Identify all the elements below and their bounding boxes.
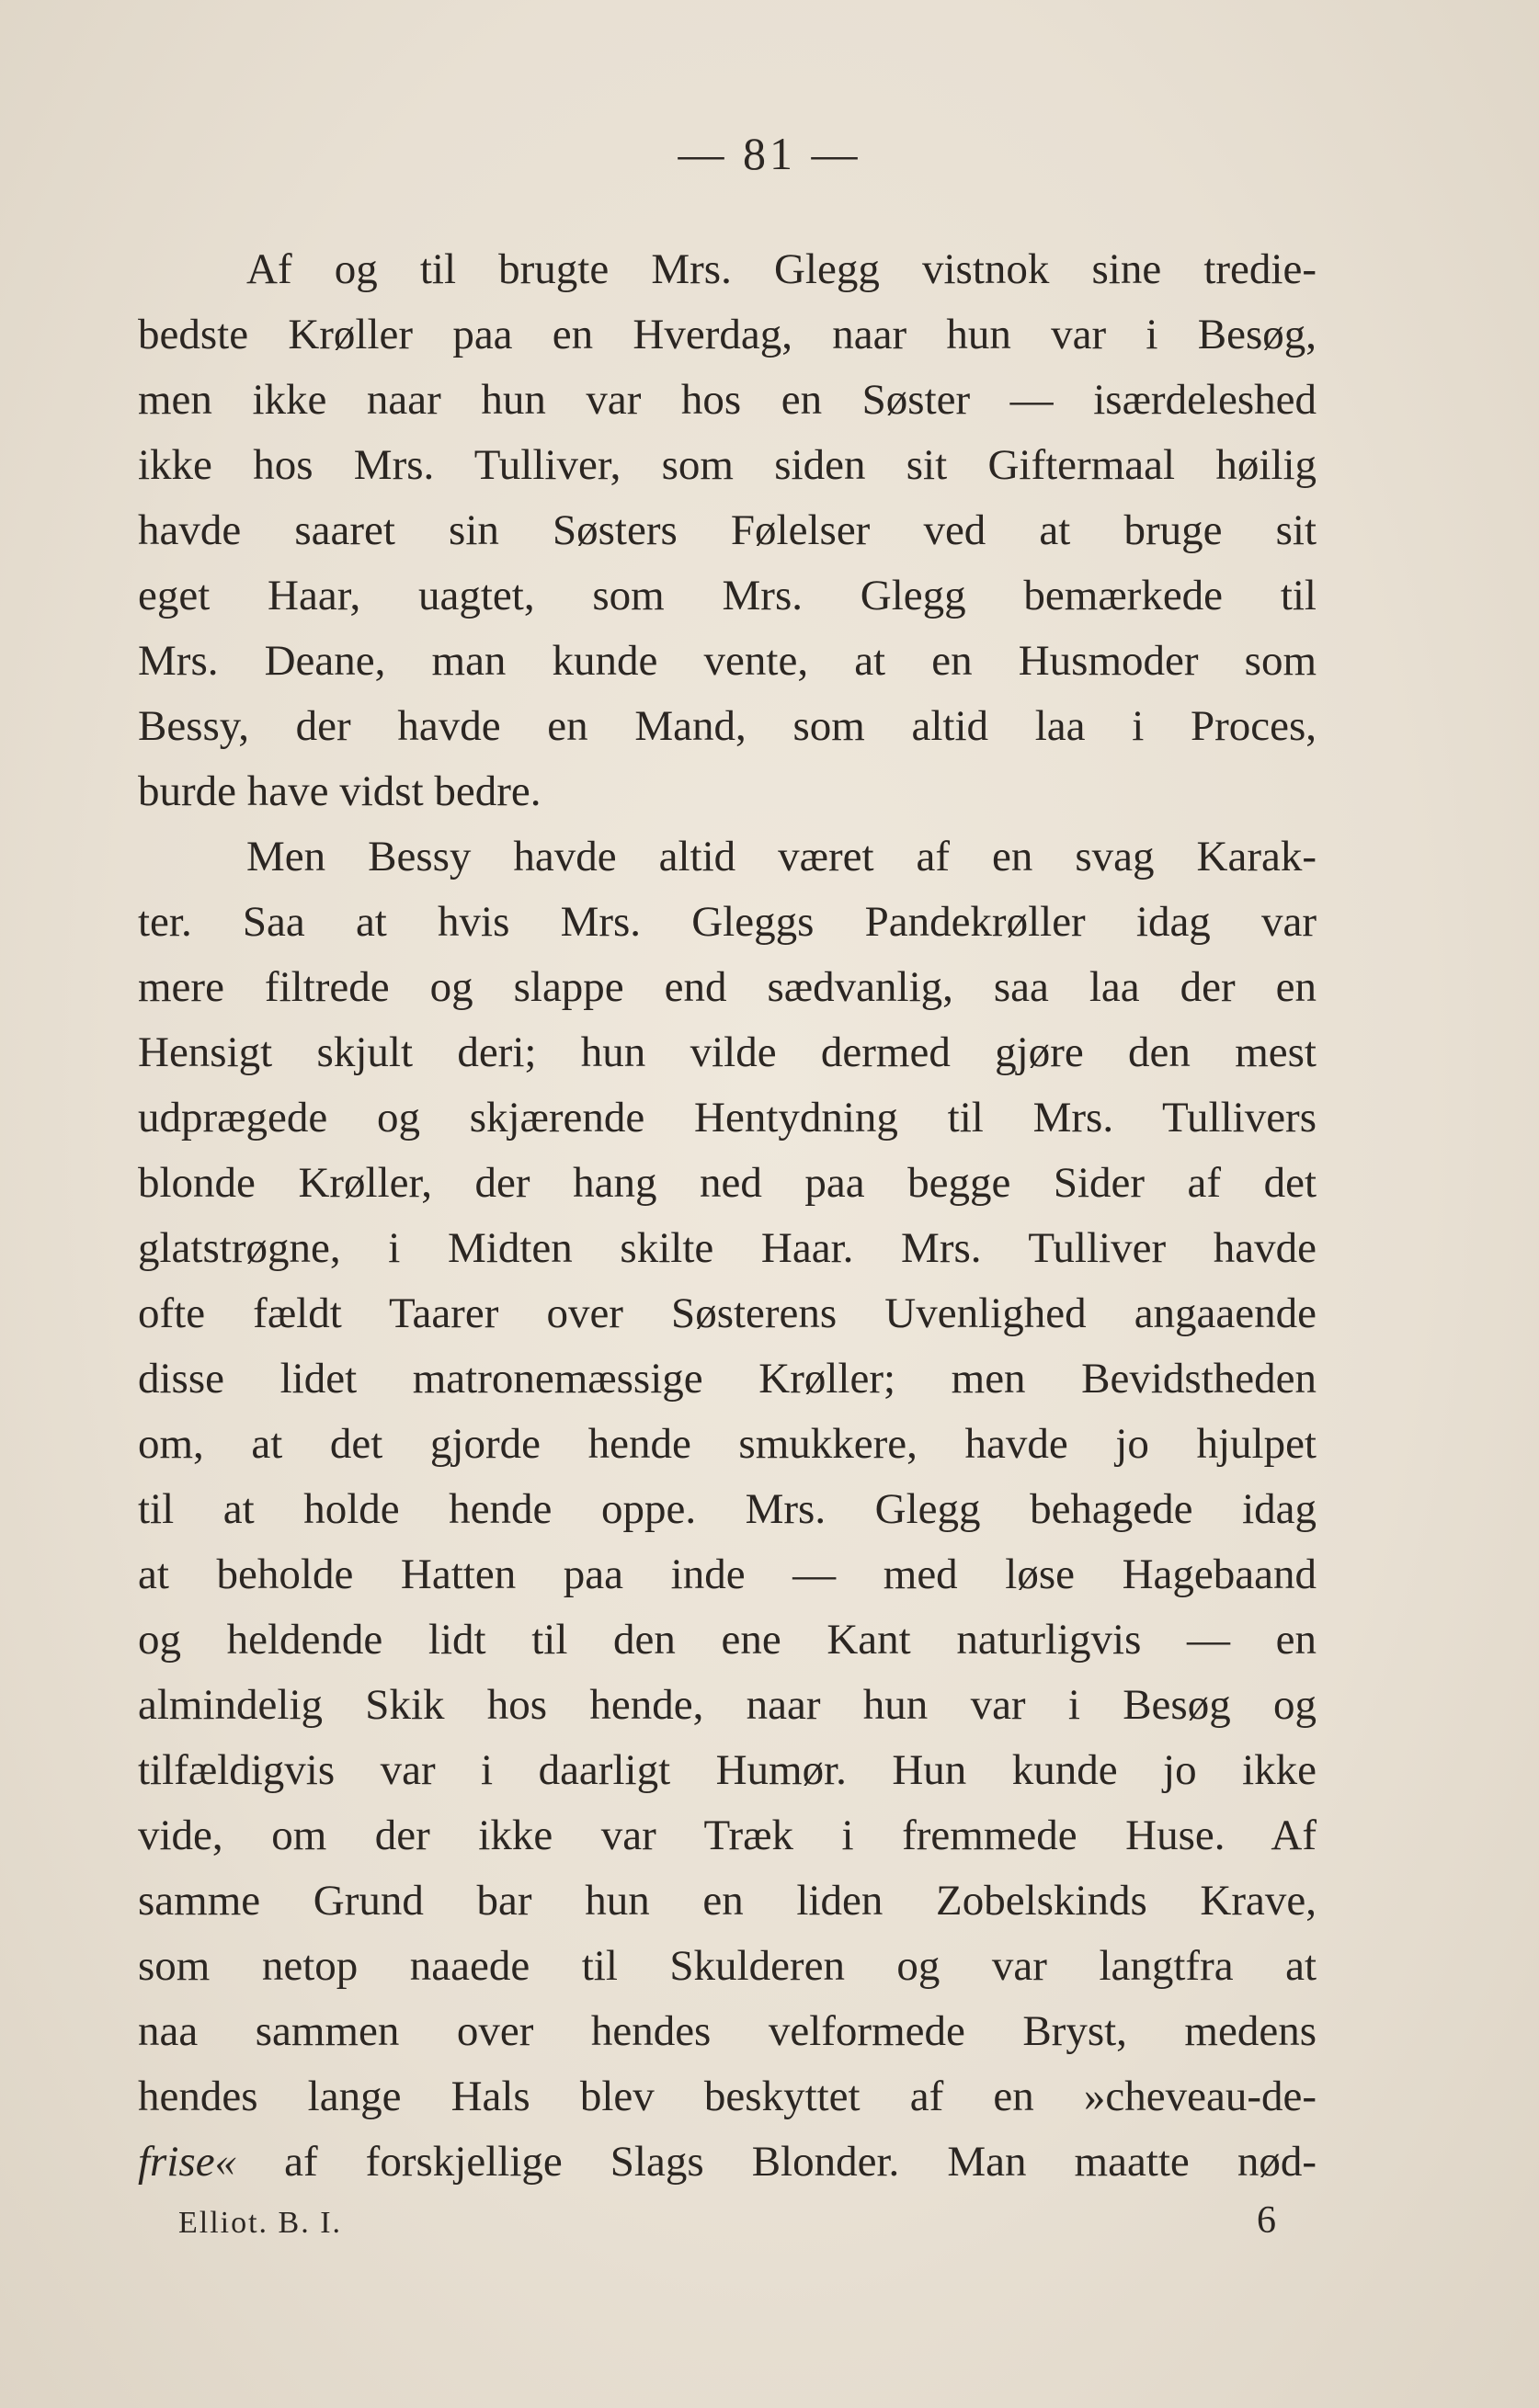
text-line: ter. Saa at hvis Mrs. Gleggs Pandekrøller idag var bbox=[138, 898, 1317, 946]
text-line: Mrs. Deane, man kunde vente, at en Husmoder som bbox=[138, 637, 1317, 685]
text-line: Af og til brugte Mrs. Glegg vistnok sine tredie- bbox=[246, 245, 1317, 293]
text-line: men ikke naar hun var hos en Søster — isærdeleshed bbox=[138, 376, 1317, 424]
text-line: tilfældigvis var i daarligt Humør. Hun kunde jo ikke bbox=[138, 1746, 1317, 1794]
text-line: bedste Krøller paa en Hverdag, naar hun var i Besøg, bbox=[138, 311, 1317, 358]
text-line: som netop naaede til Skulderen og var langtfra at bbox=[138, 1942, 1317, 1990]
text-line: mere filtrede og slappe end sædvanlig, saa laa der en bbox=[138, 963, 1317, 1011]
line-rest: af forskjellige Slags Blonder. Man maatte nød- bbox=[236, 2138, 1317, 2186]
text-line: samme Grund bar hun en liden Zobelskinds Krave, bbox=[138, 1877, 1317, 1925]
text-line: om, at det gjorde hende smukkere, havde jo hjulpet bbox=[138, 1420, 1317, 1468]
text-line: ikke hos Mrs. Tulliver, som siden sit Giftermaal høilig bbox=[138, 441, 1317, 489]
text-line: vide, om der ikke var Træk i fremmede Huse. Af bbox=[138, 1812, 1317, 1859]
page-footer bbox=[138, 2199, 1317, 2261]
text-line: blonde Krøller, der hang ned paa begge Sider af det bbox=[138, 1159, 1317, 1207]
italic-word: frise« bbox=[138, 2138, 237, 2186]
text-line: udprægede og skjærende Hentydning til Mrs. Tullivers bbox=[138, 1094, 1317, 1142]
text-line: til at holde hende oppe. Mrs. Glegg behagede idag bbox=[138, 1485, 1317, 1533]
text-line: glatstrøgne, i Midten skilte Haar. Mrs. Tulliver havde bbox=[138, 1224, 1317, 1272]
text-line: Bessy, der havde en Mand, som altid laa i Proces, bbox=[138, 702, 1317, 750]
text-line: burde have vidst bedre. bbox=[138, 767, 542, 815]
text-line: hendes lange Hals blev beskyttet af en »cheveau-de- bbox=[138, 2073, 1317, 2120]
text-line: havde saaret sin Søsters Følelser ved at bruge sit bbox=[138, 506, 1317, 554]
text-line: at beholde Hatten paa inde — med løse Hagebaand bbox=[138, 1550, 1317, 1598]
sheet-number: 6 bbox=[1257, 2199, 1276, 2242]
text-line: almindelig Skik hos hende, naar hun var i Besøg og bbox=[138, 1681, 1317, 1729]
text-line: naa sammen over hendes velformede Bryst, medens bbox=[138, 2007, 1317, 2055]
text-line: ofte fældt Taarer over Søsterens Uvenlighed angaaende bbox=[138, 1289, 1317, 1337]
page-header: — 81 — bbox=[678, 128, 861, 179]
text-line: Hensigt skjult deri; hun vilde dermed gjøre den mest bbox=[138, 1028, 1317, 1076]
text-line: og heldende lidt til den ene Kant naturligvis — en bbox=[138, 1616, 1317, 1664]
text-line: Men Bessy havde altid været af en svag Karak- bbox=[246, 833, 1317, 880]
text-line: eget Haar, uagtet, som Mrs. Glegg bemærkede til bbox=[138, 572, 1317, 619]
text-line: disse lidet matronemæssige Krøller; men Bevidstheden bbox=[138, 1355, 1317, 1403]
printer-signature: Elliot. B. I. bbox=[178, 2206, 343, 2240]
text-line-last bbox=[138, 2130, 1317, 2195]
page-body bbox=[138, 237, 1317, 2195]
